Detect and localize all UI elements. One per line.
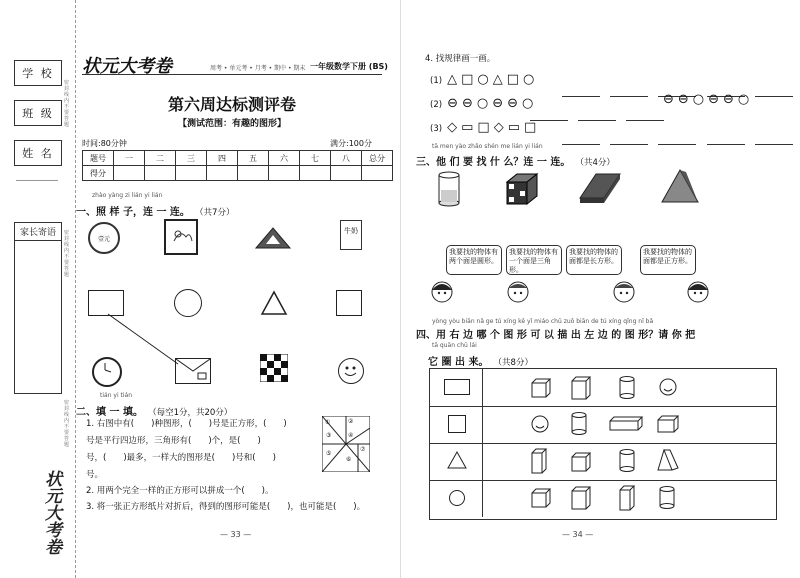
brand-logo: 状元大考卷 <box>82 56 172 77</box>
tangram-num: ① <box>325 419 331 426</box>
square-shape <box>448 415 466 433</box>
ball-icon[interactable] <box>530 414 550 434</box>
pattern-shapes: △□○△□○ <box>447 72 539 87</box>
cuboid-icon[interactable] <box>570 375 592 401</box>
coin-icon[interactable]: 壹元 <box>88 222 120 254</box>
page-number-right: — 34 — <box>562 530 594 539</box>
table-row <box>430 480 776 517</box>
name-label: 姓 名 <box>14 140 62 166</box>
speech-bubble-3: 我要找的物体的面都是长方形。 <box>566 245 622 275</box>
time-limit: 时间:80分钟 <box>82 139 127 148</box>
page-title: 第六周达标测评卷 <box>167 95 296 114</box>
q4b-title-2: 它 圈 出 来。 <box>428 357 489 368</box>
tangram-num: ⑥ <box>346 456 352 463</box>
triangle-prism-icon[interactable] <box>660 168 700 210</box>
score-header: 总分 <box>362 151 393 166</box>
score-header: 四 <box>207 151 238 166</box>
cube-icon[interactable] <box>530 487 552 509</box>
score-header: 一 <box>114 151 145 166</box>
q1-heading <box>76 200 234 219</box>
q2-item-2[interactable]: 2. 用两个完全一样的正方形可以拼成一个( )。 <box>86 486 274 496</box>
q3-title: 三、他 们 要 找 什 么？连 一 连。 <box>416 157 571 168</box>
name-field[interactable] <box>16 166 58 181</box>
cuboid-icon[interactable] <box>570 485 592 511</box>
full-score: 满分:100分 <box>330 139 372 148</box>
score-header: 六 <box>269 151 300 166</box>
q4b-heading-2 <box>428 350 533 369</box>
cylinder-icon[interactable] <box>570 411 588 437</box>
speech-bubble-1: 我要找的物体有两个面是圆形。 <box>446 245 502 275</box>
q2-item-1-cont[interactable]: 号，( )最多，一样大的图形是( )号和( ) <box>86 453 276 463</box>
pattern-shapes: ◇▭□◇▭□ <box>447 120 541 135</box>
q4b-title: 四、用 右 边 哪 个 图 形 可 以 描 出 左 边 的 图 形？请 你 把 <box>416 330 696 341</box>
table-row <box>430 443 776 481</box>
cylinder-icon[interactable] <box>618 375 636 401</box>
score-header: 五 <box>238 151 269 166</box>
cuboid-flat-icon[interactable] <box>608 416 644 432</box>
pattern-label: (1) <box>430 76 443 86</box>
q1-title: 一、照 样 子，连 一 连。 <box>76 207 190 218</box>
milk-box-icon[interactable]: 牛奶 <box>340 220 362 250</box>
q1-points: （共7分） <box>195 208 235 218</box>
q2-item-1-cont[interactable]: 号。 <box>86 470 104 480</box>
parent-notes-box[interactable] <box>14 222 62 394</box>
boy-avatar-1 <box>506 278 530 308</box>
score-header: 题号 <box>83 151 114 166</box>
seal-text-3: 密封线内不要答题 <box>64 400 70 448</box>
score-cell[interactable] <box>207 166 238 181</box>
sidebar-brand-logo: 状元大考卷 <box>41 470 61 555</box>
score-header: 八 <box>331 151 362 166</box>
parent-notes-label: 家长寄语 <box>15 223 61 241</box>
pattern-row-3 <box>430 116 540 135</box>
header-tags: 周考 • 单元考 • 月考 • 期中 • 期末 <box>210 65 306 72</box>
tangram-num: ③ <box>326 432 332 439</box>
triangle-shape[interactable] <box>260 290 288 320</box>
q2-items <box>86 416 326 484</box>
cylinder-icon[interactable] <box>618 448 636 474</box>
table-row <box>430 369 776 407</box>
rubik-cube-icon[interactable] <box>505 172 539 210</box>
score-cell[interactable] <box>362 166 393 181</box>
score-cell[interactable] <box>269 166 300 181</box>
q4-title: 4. 找规律画一画。 <box>425 54 496 64</box>
trace-shape-table <box>429 368 777 520</box>
cuboid-tall-icon[interactable] <box>618 484 636 512</box>
score-cell[interactable] <box>176 166 207 181</box>
grade-book: 一年级数学下册 (BS) <box>310 62 388 71</box>
score-cell[interactable] <box>300 166 331 181</box>
q2-item-1-cont[interactable]: 号是平行四边形，三角形有( )个，是( ) <box>86 436 261 446</box>
triangle-shape <box>446 450 468 470</box>
ball-icon[interactable] <box>658 377 678 397</box>
square-shape[interactable] <box>336 290 362 316</box>
score-cell[interactable] <box>331 166 362 181</box>
seal-text-1: 密封线内不要答题 <box>64 80 70 128</box>
pattern-row-2 <box>430 92 537 111</box>
score-table <box>82 150 393 181</box>
score-cell[interactable] <box>114 166 145 181</box>
tangram-num: ④ <box>348 432 354 439</box>
seal-text-2: 密封线内不要答题 <box>64 230 70 278</box>
triangle-prism-icon[interactable] <box>656 448 680 474</box>
rectangle-shape <box>444 379 470 395</box>
page-fold <box>400 0 401 578</box>
pattern-answer-2[interactable] <box>530 106 664 125</box>
boy-avatar-2 <box>612 278 636 308</box>
cube-icon[interactable] <box>570 451 592 473</box>
score-row-label: 得分 <box>83 166 114 181</box>
checkerboard-icon[interactable] <box>260 354 288 386</box>
q2-title: 二、填 一 填。 <box>76 407 143 418</box>
triangle-ruler-icon[interactable] <box>254 226 292 254</box>
q3-pinyin: tā men yào zhǎo shén me lián yi lián <box>432 143 543 150</box>
tangram-num: ⑦ <box>360 446 366 453</box>
school-label: 学 校 <box>14 60 62 86</box>
tangram-num: ⑤ <box>326 450 332 457</box>
score-header: 七 <box>300 151 331 166</box>
book-box-icon[interactable] <box>578 170 622 210</box>
smiley-icon[interactable] <box>338 358 364 384</box>
envelope-icon[interactable] <box>175 358 211 384</box>
pattern-answer-3[interactable] <box>562 130 793 149</box>
picture-frame-icon[interactable] <box>164 219 198 255</box>
pattern-row-2-tail: ⊖⊖○⊖⊖○ <box>663 92 754 107</box>
q1-pinyin: zhào yàng zi lián yi lián <box>92 192 163 199</box>
q2-item-1[interactable]: 1. 右图中有( )种图形，( )号是正方形，( ) <box>86 419 287 429</box>
pattern-label: (3) <box>430 124 443 134</box>
q3-points: （共4分） <box>575 158 615 168</box>
pattern-label: (2) <box>430 100 443 110</box>
girl-avatar-1 <box>430 278 454 308</box>
cuboid-tall-icon[interactable] <box>530 447 548 475</box>
header-rule <box>82 74 382 75</box>
q3-heading <box>416 150 615 169</box>
table-row <box>430 406 776 444</box>
cuboid-long-icon[interactable] <box>656 414 680 434</box>
cylinder-icon[interactable] <box>658 485 676 511</box>
school-field[interactable] <box>16 86 58 101</box>
clock-icon[interactable] <box>92 357 122 387</box>
q2-pinyin: tián yi tián <box>100 392 133 399</box>
glass-cylinder-icon[interactable] <box>437 170 461 212</box>
class-field[interactable] <box>16 126 58 141</box>
q2-points: （每空1分，共20分） <box>148 408 233 418</box>
class-label: 班 级 <box>14 100 62 126</box>
score-cell[interactable] <box>145 166 176 181</box>
binding-sidebar <box>0 0 76 578</box>
cube-icon[interactable] <box>530 377 552 399</box>
score-header: 三 <box>176 151 207 166</box>
q4b-pinyin: yòng yòu biān nǎ ge tú xíng kě yǐ miáo chū zuǒ biān de tú xíng qǐng nǐ bǎ <box>432 318 654 325</box>
girl-avatar-2 <box>686 278 710 308</box>
test-scope: 【测试范围：有趣的图形】 <box>177 119 286 129</box>
q2-item-3[interactable]: 3. 将一张正方形纸片对折后，得到的图形可能是( )，也可能是( )。 <box>86 502 366 512</box>
speech-bubble-4: 我要找的物体的面都是正方形。 <box>640 245 696 275</box>
q4b-pinyin-2: tā quān chū lái <box>432 342 477 349</box>
circle-shape <box>449 490 465 506</box>
pattern-shapes: ⊖⊖○⊖⊖○ <box>447 96 538 111</box>
score-header: 二 <box>145 151 176 166</box>
speech-bubble-2: 我要找的物体有一个面是三角形。 <box>506 245 562 275</box>
pattern-row-1 <box>430 68 538 87</box>
score-cell[interactable] <box>238 166 269 181</box>
q4b-points: （共8分） <box>493 358 533 368</box>
page-number-left: — 33 — <box>220 530 252 539</box>
tangram-num: ② <box>348 418 354 425</box>
